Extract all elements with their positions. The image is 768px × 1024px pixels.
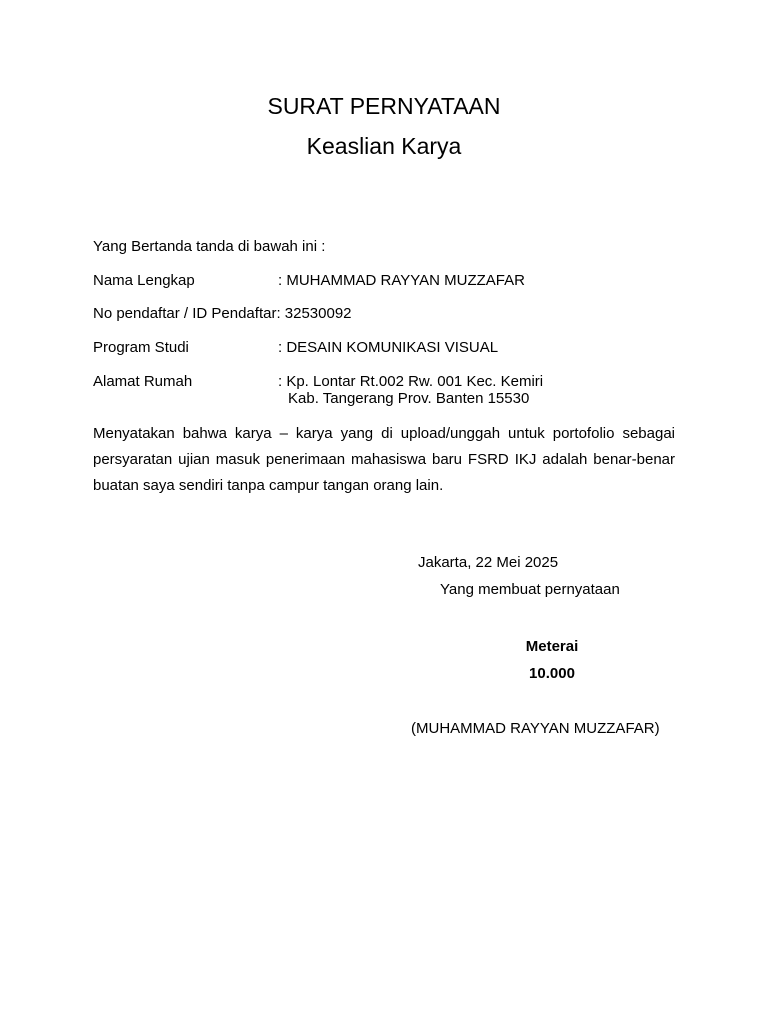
name-label: Nama Lengkap bbox=[93, 272, 195, 289]
maker-label: Yang membuat pernyataan bbox=[440, 581, 620, 598]
stamp-label: Meterai bbox=[525, 638, 579, 655]
address-label: Alamat Rumah bbox=[93, 373, 193, 390]
registration-line: No pendaftar / ID Pendaftar: 32530092 bbox=[93, 305, 352, 322]
name-value: : MUHAMMAD RAYYAN MUZZAFAR bbox=[278, 272, 525, 289]
signer-name: (MUHAMMAD RAYYAN MUZZAFAR) bbox=[411, 720, 660, 737]
address-value-line2: Kab. Tangerang Prov. Banten 15530 bbox=[288, 390, 530, 407]
document-title: SURAT PERNYATAAN bbox=[267, 93, 501, 119]
place-date: Jakarta, 22 Mei 2025 bbox=[418, 554, 559, 571]
stamp-value: 10.000 bbox=[529, 665, 575, 682]
statement-paragraph: Menyatakan bahwa karya – karya yang di upload/unggah untuk portofolio sebagai persyaratan ujian masuk penerimaan mahasiswa baru FSRD IKJ adalah benar-benar buatan saya sendiri tanpa campur tangan orang lain. bbox=[93, 425, 675, 494]
document-subtitle: Keaslian Karya bbox=[306, 133, 462, 159]
intro-text: Yang Bertanda tanda di bawah ini : bbox=[93, 238, 326, 255]
program-label: Program Studi bbox=[93, 339, 189, 356]
address-value-line1: : Kp. Lontar Rt.002 Rw. 001 Kec. Kemiri bbox=[278, 373, 544, 390]
program-value: : DESAIN KOMUNIKASI VISUAL bbox=[278, 339, 499, 356]
